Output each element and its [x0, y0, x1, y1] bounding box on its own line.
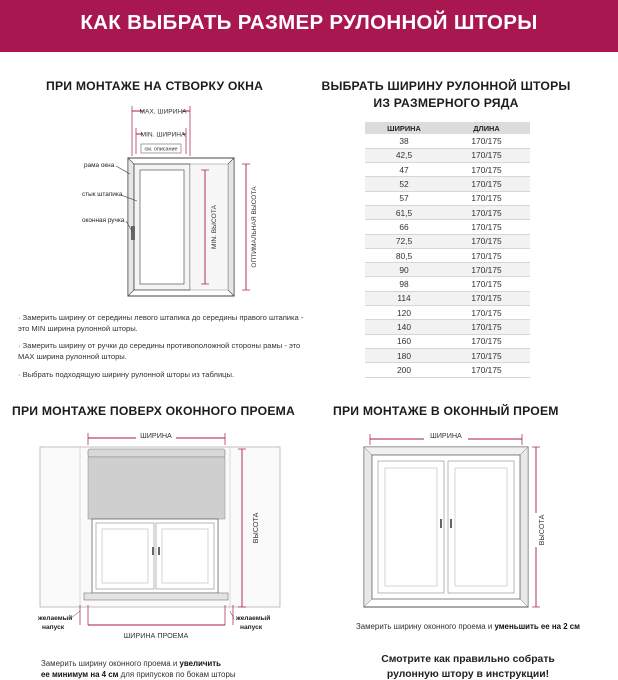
sash-diagram	[60, 98, 320, 308]
table-row	[365, 177, 530, 191]
table-row	[365, 291, 530, 305]
cell-width: 57	[365, 191, 443, 205]
instructions-callout	[318, 652, 618, 680]
frame-callout: рама окна	[84, 162, 115, 169]
cell-width: 52	[365, 177, 443, 191]
cell-length: 170/175	[443, 277, 530, 291]
cell-width: 66	[365, 220, 443, 234]
table-title-line2: ИЗ РАЗМЕРНОГО РЯДА	[373, 96, 519, 110]
cell-length: 170/175	[443, 177, 530, 191]
window-sill	[84, 593, 228, 600]
roller-cassette	[88, 449, 225, 457]
over-diagram	[30, 425, 300, 650]
sash-bullet-2: · Замерить ширину от ручки до середины противоположной стороны рамы - это MAX ширина рулонной шторы.	[18, 341, 301, 361]
handle-callout: оконная ручка	[82, 217, 125, 224]
cell-width: 72,5	[365, 234, 443, 248]
opt-height-label: ОПТИМАЛЬНАЯ ВЫСОТА	[251, 186, 258, 268]
table-row	[365, 277, 530, 291]
cell-length: 170/175	[443, 348, 530, 362]
cell-width: 120	[365, 306, 443, 320]
cell-width: 98	[365, 277, 443, 291]
cell-length: 170/175	[443, 134, 530, 148]
over-width-label: ШИРИНА	[140, 431, 172, 440]
inside-width-label: ШИРИНА	[430, 431, 462, 440]
table-row	[365, 363, 530, 377]
inside-height-label: ВЫСОТА	[537, 514, 546, 546]
cell-width: 80,5	[365, 248, 443, 262]
cell-length: 170/175	[443, 306, 530, 320]
cell-length: 170/175	[443, 205, 530, 219]
overlap-left-l2: напуск	[42, 624, 65, 631]
cell-width: 140	[365, 320, 443, 334]
cell-width: 38	[365, 134, 443, 148]
cell-length: 170/175	[443, 263, 530, 277]
table-row	[365, 148, 530, 162]
cell-width: 200	[365, 363, 443, 377]
overlap-right-l2: напуск	[240, 624, 263, 631]
opening-width-label: ШИРИНА ПРОЕМА	[123, 631, 189, 640]
table-row	[365, 263, 530, 277]
table-row	[365, 234, 530, 248]
table-row	[365, 134, 530, 148]
cta-line2: рулонную штору в инструкции!	[386, 669, 550, 680]
over-section-title: ПРИ МОНТАЖЕ ПОВЕРХ ОКОННОГО ПРОЕМА	[12, 404, 296, 418]
table-row	[365, 191, 530, 205]
table-row	[365, 220, 530, 234]
cell-length: 170/175	[443, 320, 530, 334]
cell-length: 170/175	[443, 163, 530, 177]
inside-note: Замерить ширину оконного проема и уменьшить ее на 2 см	[355, 622, 581, 631]
handle-shape	[131, 226, 135, 240]
bead-callout: стык штапика	[82, 191, 123, 198]
over-height-label: ВЫСОТА	[251, 512, 260, 544]
overlap-right-l1: желаемый	[236, 615, 271, 622]
inside-diagram	[350, 425, 550, 615]
cell-length: 170/175	[443, 363, 530, 377]
table-row	[365, 320, 530, 334]
min-height-label: MIN. ВЫСОТА	[211, 205, 218, 249]
col-length-header: ДЛИНА	[443, 122, 530, 134]
table-row	[365, 205, 530, 219]
col-width-header: ШИРИНА	[365, 122, 443, 134]
spec-box-label: см. описание	[144, 146, 178, 153]
table-row	[365, 334, 530, 348]
cell-length: 170/175	[443, 148, 530, 162]
header-banner	[0, 0, 618, 52]
over-note-line2: ее минимум на 4 см для припусков по бокам шторы	[41, 670, 236, 679]
sash-section-title: ПРИ МОНТАЖЕ НА СТВОРКУ ОКНА	[46, 79, 264, 93]
cell-width: 47	[365, 163, 443, 177]
min-width-label: MIN. ШИРИНА	[140, 131, 186, 139]
sash-glass	[140, 170, 184, 284]
cell-length: 170/175	[443, 220, 530, 234]
table-row	[365, 248, 530, 262]
inside-section-title: ПРИ МОНТАЖЕ В ОКОННЫЙ ПРОЕМ	[333, 404, 559, 418]
cell-length: 170/175	[443, 291, 530, 305]
cell-width: 160	[365, 334, 443, 348]
table-header-row	[365, 122, 530, 134]
cell-length: 170/175	[443, 248, 530, 262]
size-table	[365, 122, 530, 378]
sash-bullet-3: · Выбрать подходящую ширину рулонной шторы из таблицы.	[18, 370, 235, 379]
cell-length: 170/175	[443, 234, 530, 248]
overlap-left-l1: желаемый	[38, 615, 73, 622]
sash-bullet-1: · Замерить ширину от середины левого штапика до середины правого штапика - это MIN ширина рулонной шторы.	[18, 313, 304, 333]
roller-fabric	[88, 457, 225, 519]
over-note-line1: Замерить ширину оконного проема и увеличить	[41, 659, 222, 668]
table-title-line1: ВЫБРАТЬ ШИРИНУ РУЛОННОЙ ШТОРЫ	[321, 79, 571, 93]
table-row	[365, 306, 530, 320]
cell-length: 170/175	[443, 334, 530, 348]
cell-length: 170/175	[443, 191, 530, 205]
page-title: КАК ВЫБРАТЬ РАЗМЕР РУЛОННОЙ ШТОРЫ	[80, 11, 538, 34]
cell-width: 61,5	[365, 205, 443, 219]
table-row	[365, 163, 530, 177]
cell-width: 114	[365, 291, 443, 305]
cell-width: 90	[365, 263, 443, 277]
cell-width: 180	[365, 348, 443, 362]
cell-width: 42,5	[365, 148, 443, 162]
max-width-label: MAX. ШИРИНА	[139, 108, 187, 116]
cta-line1: Смотрите как правильно собрать	[381, 654, 555, 665]
table-row	[365, 348, 530, 362]
